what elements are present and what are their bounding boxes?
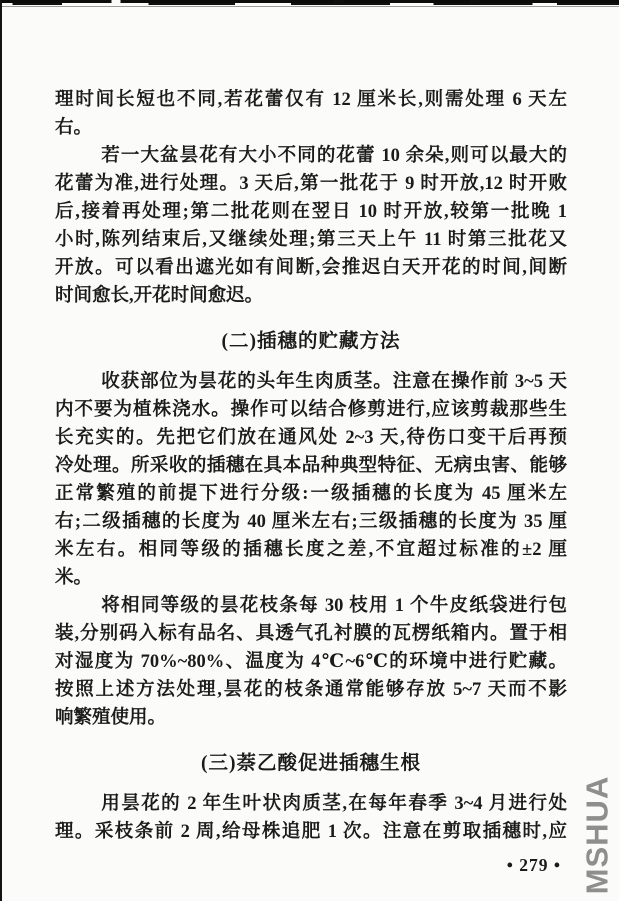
text-line: 收获部位为昙花的头年生肉质茎。注意在操作前 3~5 天	[101, 372, 567, 392]
text-line: 将相同等级的昙花枝条每 30 枝用 1 个牛皮纸袋进行包	[101, 596, 567, 616]
text-line: 米。	[55, 568, 93, 588]
paragraph	[55, 592, 567, 732]
text-line: 用昙花的 2 年生叶状肉质茎,在每年春季 3~4 月进行处	[101, 794, 567, 814]
text-line: 右。	[55, 118, 93, 138]
paragraph	[55, 86, 567, 142]
text-line: 右;二级插穗的长度为 40 厘米左右;三级插穗的长度为 35 厘	[55, 512, 567, 532]
text-line: 时间愈长,开花时间愈迟。	[55, 286, 264, 306]
text-line: 开放。可以看出遮光如有间断,会推迟白天开花的时间,间断	[55, 258, 567, 278]
text-line: 响繁殖使用。	[55, 708, 167, 728]
text-line: 正常繁殖的前提下进行分级:一级插穗的长度为 45 厘米左	[55, 484, 567, 504]
text-line: 若一大盆昙花有大小不同的花蕾 10 余朵,则可以最大的	[101, 146, 567, 166]
scan-artifact-top-edge	[0, 0, 619, 8]
text-line: 长充实的。先把它们放在通风处 2~3 天,待伤口变干后再预	[55, 428, 567, 448]
text-line: 小时,陈列结束后,又继续处理;第三天上午 11 时第三批花又	[55, 230, 567, 250]
paragraph	[55, 790, 567, 846]
text-line: 米左右。相同等级的插穗长度之差,不宜超过标准的±2 厘	[55, 540, 567, 560]
scan-artifact-gray-line	[0, 6, 619, 7]
section-heading: (三)萘乙酸促进插穗生根	[201, 753, 421, 774]
text-line: 冷处理。所采收的插穗在具本品种典型特征、无病虫害、能够	[55, 456, 567, 476]
page-number: • 279 •	[506, 855, 561, 875]
section-heading: (二)插穗的贮藏方法	[221, 331, 401, 352]
scan-artifact-band	[0, 0, 619, 3]
text-line: 理。采枝条前 2 周,给母株追肥 1 次。注意在剪取插穗时,应	[55, 822, 567, 842]
text-line: 后,接着再处理;第二批花则在翌日 10 时开放,较第一批晚 1	[55, 202, 567, 222]
text-line: 花蕾为准,进行处理。3 天后,第一批花于 9 时开放,12 时开败	[55, 174, 567, 194]
text-line: 对湿度为 70%~80%、温度为 4℃~6℃的环境中进行贮藏。	[55, 652, 567, 672]
scan-artifact-left-edge	[0, 0, 2, 901]
text-line: 理时间长短也不同,若花蕾仅有 12 厘米长,则需处理 6 天左	[55, 90, 567, 110]
page-text-block	[55, 86, 567, 878]
text-line: 内不要为植株浇水。操作可以结合修剪进行,应该剪裁那些生	[55, 400, 567, 420]
watermark	[579, 772, 615, 898]
text-line: 装,分别码入标有品名、具透气孔衬膜的瓦楞纸箱内。置于相	[55, 624, 567, 644]
text-line: 按照上述方法处理,昙花的枝条通常能够存放 5~7 天而不影	[55, 680, 567, 700]
paragraph	[55, 142, 567, 310]
paragraph	[55, 368, 567, 592]
watermark-text: MSHUA	[579, 775, 615, 895]
